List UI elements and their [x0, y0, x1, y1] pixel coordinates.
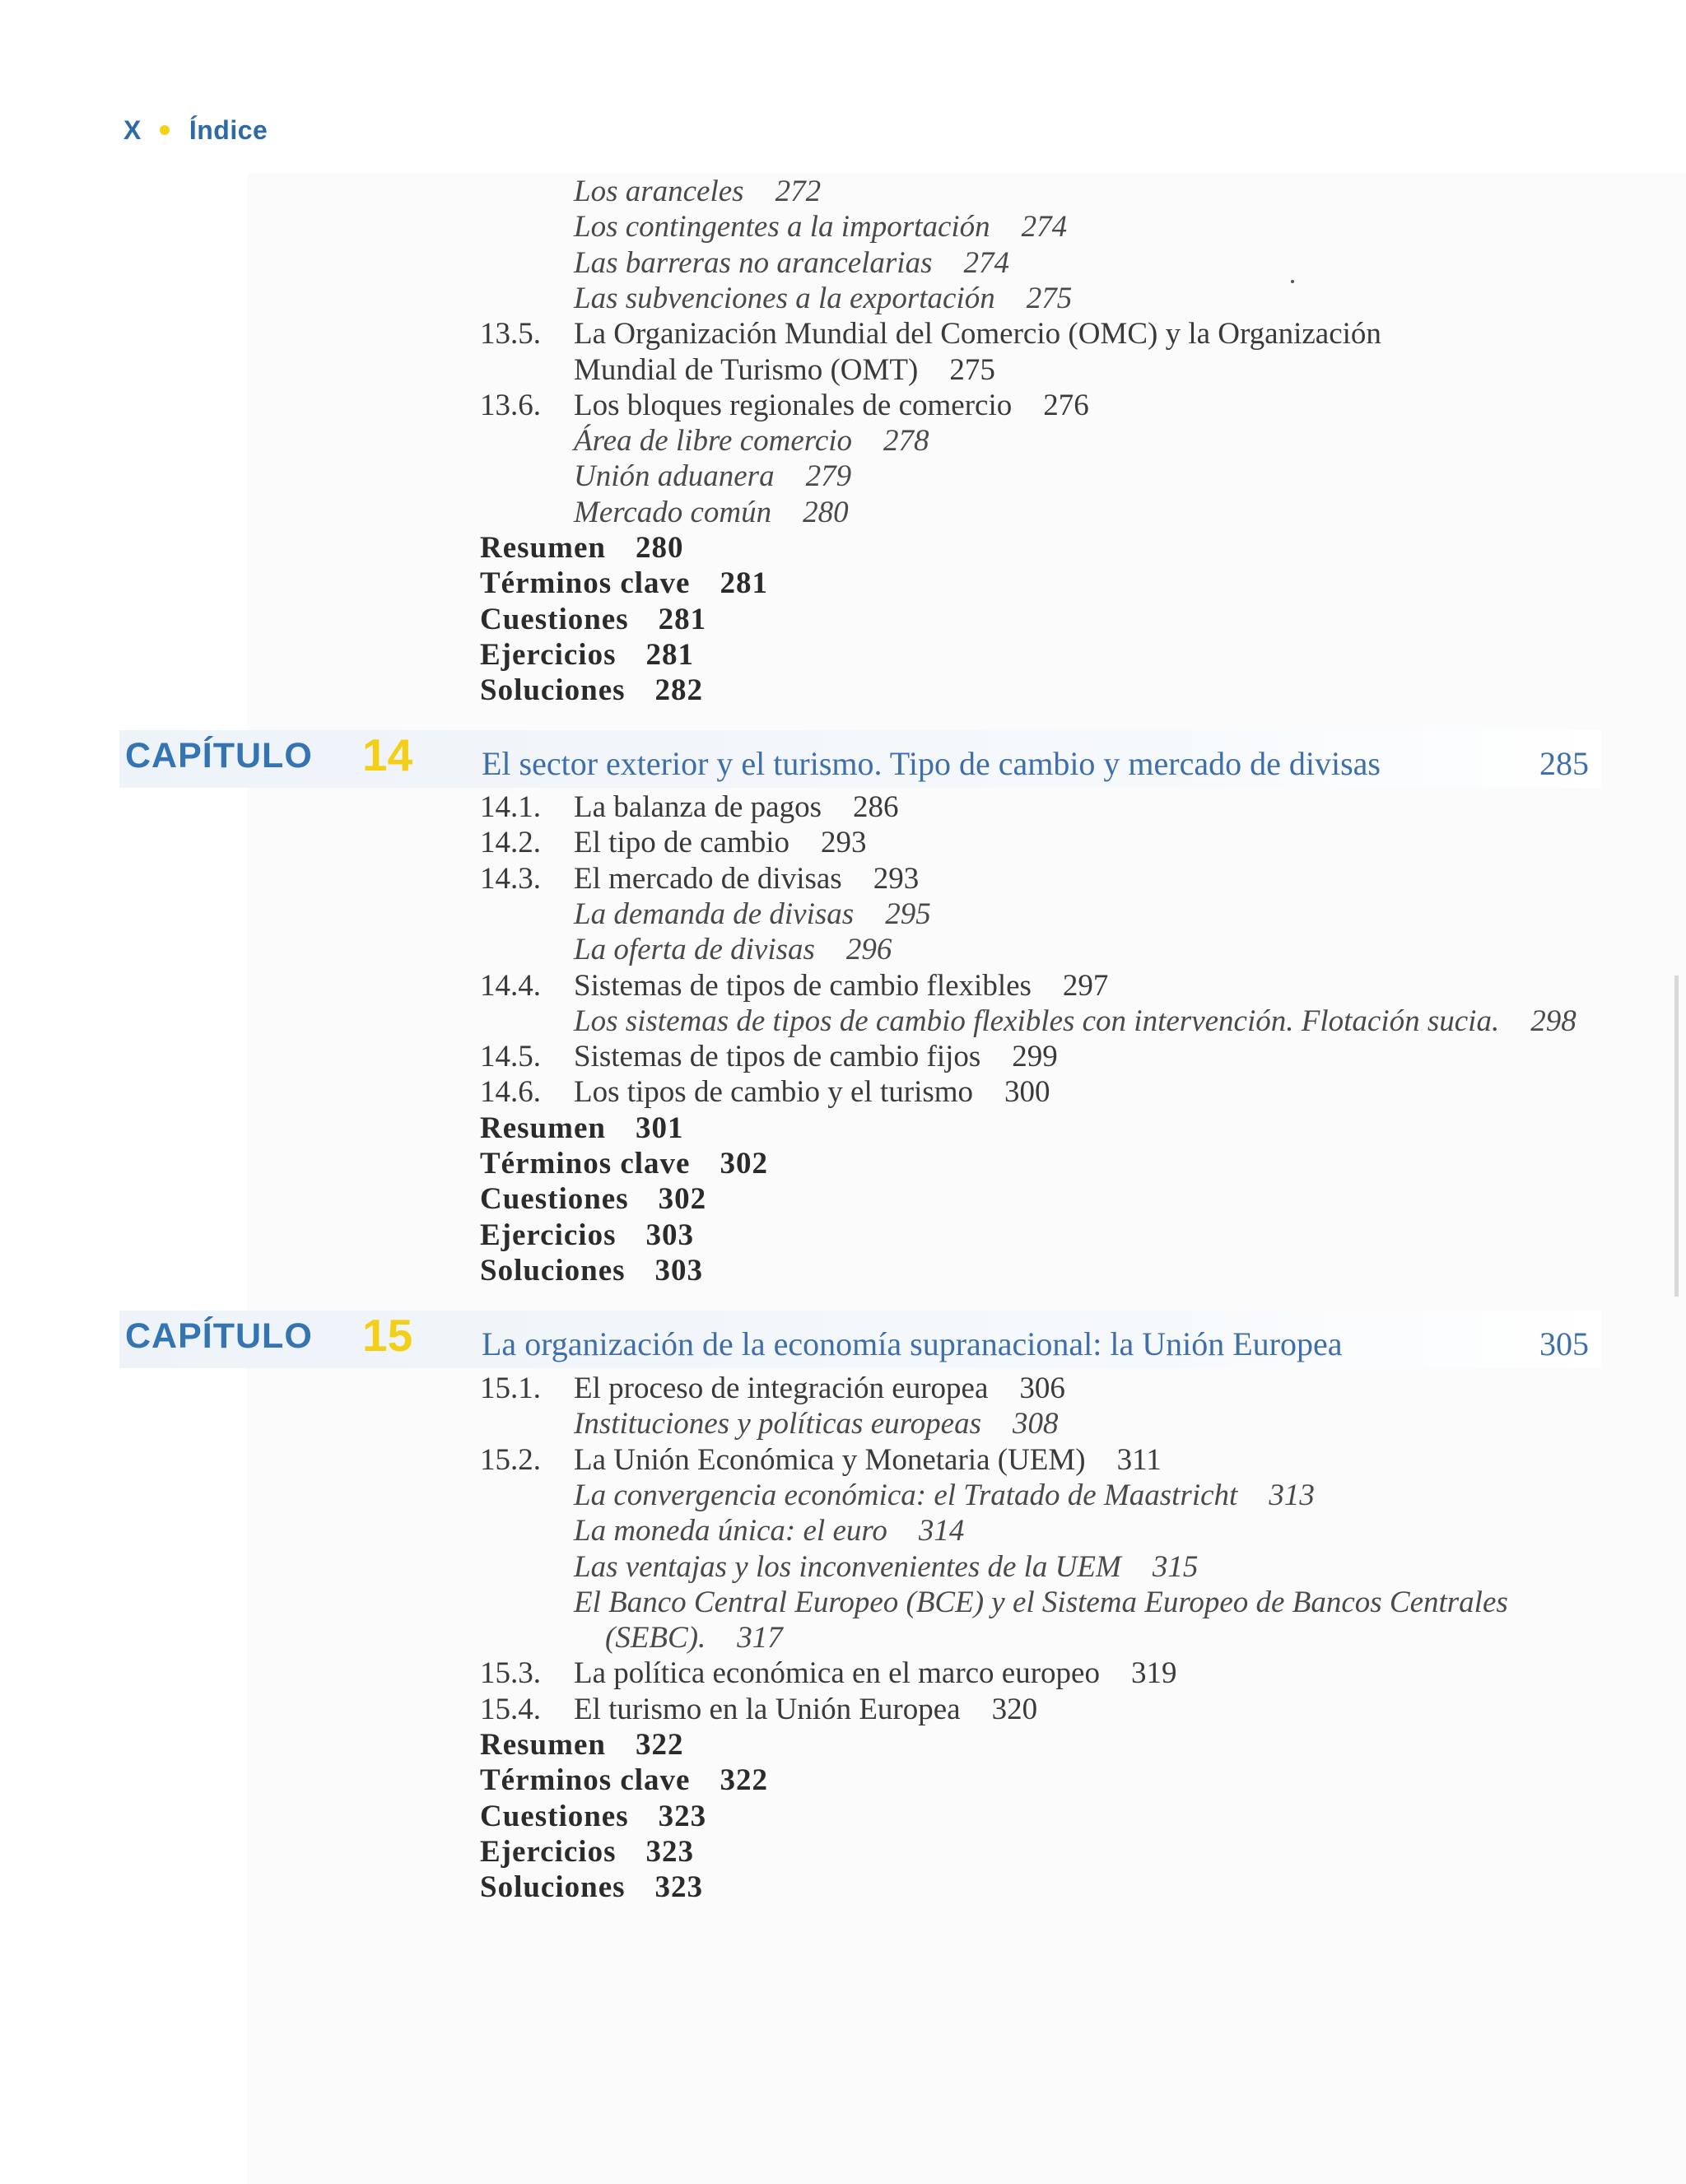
entry-title: El Banco Central Europeo (BCE) y el Sistema Europeo de Bancos Centrales — [574, 1585, 1508, 1619]
entry-title: Ejercicios — [480, 637, 617, 672]
section-number: 15.3. — [480, 1656, 541, 1691]
section-number: 14.6. — [480, 1075, 541, 1110]
page-ref: 295 — [885, 896, 931, 931]
chapter-14-page: 285 — [1539, 745, 1589, 782]
toc-entry[interactable] — [574, 176, 821, 207]
page-ref: 280 — [635, 531, 684, 565]
entry-title: El proceso de integración europea — [574, 1371, 989, 1405]
page-ref: 278 — [883, 424, 929, 459]
toc-entry[interactable] — [480, 1040, 1058, 1074]
toc-entry[interactable] — [480, 388, 1089, 422]
entry-title: La balanza de pagos — [574, 790, 822, 824]
toc-entry[interactable] — [574, 1409, 1058, 1439]
toc-entry[interactable] — [480, 1182, 707, 1217]
page-ref: 313 — [1269, 1478, 1315, 1512]
toc-entry[interactable] — [480, 673, 704, 708]
toc-entry[interactable] — [574, 459, 852, 494]
section-number: 14.4. — [480, 968, 541, 1003]
entry-title: Mercado común — [574, 495, 772, 529]
entry-title: Mundial de Turismo (OMT) — [574, 352, 919, 387]
entry-title: La oferta de divisas — [574, 933, 815, 967]
page-ref: 299 — [1012, 1040, 1058, 1074]
chapter-14-label: CAPÍTULO — [125, 736, 313, 775]
toc-entry[interactable] — [574, 283, 1072, 314]
entry-title: Instituciones y políticas europeas — [574, 1407, 981, 1441]
page-ref: 275 — [1026, 281, 1073, 315]
entry-title: Los sistemas de tipos de cambio flexibles con intervención. Flotación sucia. — [574, 1004, 1500, 1038]
page-ref: 274 — [1021, 210, 1068, 244]
page-ref: 323 — [658, 1799, 707, 1833]
entry-title: El turismo en la Unión Europea — [574, 1692, 961, 1726]
page-ref: 308 — [1012, 1407, 1059, 1441]
entry-title: La convergencia económica: el Tratado de Maastricht — [574, 1478, 1238, 1512]
scroll-edge-mark — [1674, 976, 1679, 1297]
entry-title: Resumen — [480, 1111, 606, 1145]
toc-entry[interactable] — [480, 317, 1381, 352]
toc-entry[interactable] — [574, 212, 1067, 242]
section-number: 15.1. — [480, 1371, 541, 1405]
entry-title: Soluciones — [480, 1870, 626, 1905]
entry-title: Sistemas de tipos de cambio flexibles — [574, 968, 1032, 1003]
toc-entry[interactable] — [574, 1006, 1577, 1036]
entry-title: Área de libre comercio — [574, 424, 853, 459]
entry-title: Los tipos de cambio y el turismo — [574, 1075, 974, 1110]
page-ref: 281 — [645, 637, 694, 672]
page-ref: 317 — [737, 1621, 783, 1655]
chapter-15-page: 305 — [1539, 1325, 1589, 1362]
toc-entry[interactable] — [480, 790, 899, 824]
entry-title: Unión aduanera — [574, 459, 775, 494]
entry-title: Los aranceles — [574, 175, 744, 208]
entry-title: La Unión Económica y Monetaria (UEM) — [574, 1442, 1086, 1477]
page-ref: 286 — [853, 790, 899, 824]
page-ref: 293 — [821, 826, 867, 860]
entry-title: Cuestiones — [480, 1182, 629, 1217]
toc-entry[interactable] — [605, 1623, 783, 1653]
section-number: 14.3. — [480, 861, 541, 896]
toc-entry[interactable] — [574, 896, 931, 931]
page-ref: 276 — [1043, 388, 1089, 422]
toc-entry[interactable] — [480, 566, 768, 601]
toc-entry[interactable] — [574, 245, 1009, 280]
page-ref: 272 — [775, 175, 822, 208]
entry-title: Cuestiones — [480, 602, 629, 636]
toc-entry[interactable] — [480, 1075, 1050, 1110]
entry-title: La moneda única: el euro — [574, 1514, 887, 1548]
section-number: 15.4. — [480, 1692, 541, 1726]
page-ref: 282 — [654, 673, 704, 708]
page-ref: 297 — [1062, 968, 1109, 1003]
toc-entry[interactable] — [480, 1870, 704, 1905]
page-ref: 322 — [635, 1728, 684, 1762]
toc-entry[interactable] — [480, 1763, 768, 1798]
entry-title: La Organización Mundial del Comercio (OMC) y la Organización — [574, 317, 1381, 352]
toc-entry[interactable] — [480, 861, 920, 896]
toc-entry[interactable] — [480, 1371, 1065, 1405]
page-ref: 322 — [720, 1763, 768, 1798]
section-number: 14.1. — [480, 790, 541, 824]
entry-title: Resumen — [480, 531, 606, 565]
toc-entry[interactable] — [480, 1148, 768, 1179]
section-number: 14.5. — [480, 1040, 541, 1074]
toc-entry[interactable] — [480, 1801, 706, 1832]
page-ref: 323 — [654, 1870, 704, 1905]
entry-title: Términos clave — [480, 566, 691, 601]
entry-title: Las barreras no arancelarias — [574, 245, 933, 280]
entry-title: La demanda de divisas — [574, 896, 855, 931]
toc-entry[interactable] — [480, 1255, 703, 1286]
page-ref: 303 — [654, 1253, 704, 1288]
entry-title: Resumen — [480, 1728, 606, 1762]
page-ref: 311 — [1116, 1442, 1162, 1477]
toc-entry[interactable] — [574, 352, 995, 387]
entry-title: El mercado de divisas — [574, 861, 842, 896]
toc-entry[interactable] — [480, 1656, 1177, 1691]
toc-entry[interactable] — [480, 968, 1109, 1003]
page-ref: 319 — [1130, 1656, 1177, 1691]
page-ref: 274 — [963, 245, 1009, 280]
entry-title: Los contingentes a la importación — [574, 210, 990, 244]
toc-entry[interactable] — [480, 604, 706, 635]
page-ref: 314 — [918, 1514, 965, 1548]
page-ref: 279 — [805, 459, 852, 494]
toc-entry[interactable] — [480, 533, 683, 563]
page-ref: 281 — [658, 602, 707, 636]
page-ref: 302 — [720, 1147, 768, 1180]
page-ref: 280 — [803, 495, 849, 529]
toc-entry[interactable] — [480, 1692, 1038, 1726]
print-speck — [1291, 280, 1294, 283]
entry-title: Las subvenciones a la exportación — [574, 281, 995, 315]
chapter-15-number: 15 — [362, 1310, 413, 1361]
page-ref: 293 — [873, 861, 920, 896]
toc-entry[interactable] — [574, 1480, 1315, 1511]
toc-entry[interactable] — [574, 1549, 1199, 1584]
entry-title: Ejercicios — [480, 1834, 617, 1869]
entry-title: Cuestiones — [480, 1799, 629, 1833]
entry-title: Sistemas de tipos de cambio fijos — [574, 1040, 981, 1074]
chapter-14-number: 14 — [362, 729, 413, 780]
toc-entry[interactable] — [480, 637, 694, 672]
toc-entry[interactable] — [480, 1442, 1162, 1477]
section-number: 13.5. — [480, 317, 541, 352]
entry-title: Términos clave — [480, 1763, 691, 1798]
page-ref: 320 — [991, 1692, 1038, 1726]
section-number: 14.2. — [480, 826, 541, 860]
entry-title: Términos clave — [480, 1147, 691, 1180]
toc-entry[interactable] — [480, 1113, 683, 1143]
page-ref: 281 — [720, 566, 768, 601]
chapter-14-title[interactable]: El sector exterior y el turismo. Tipo de cambio y mercado de divisas — [482, 745, 1381, 782]
entry-title: Soluciones — [480, 673, 626, 708]
entry-title: Soluciones — [480, 1253, 626, 1288]
toc-entry[interactable] — [574, 1587, 1508, 1618]
page-ref: 301 — [635, 1111, 684, 1145]
toc-entry[interactable] — [574, 497, 849, 528]
page-ref: 323 — [645, 1834, 694, 1869]
toc-entry[interactable] — [574, 424, 929, 459]
page-ref: 300 — [1004, 1075, 1050, 1110]
page-ref: 315 — [1152, 1549, 1199, 1584]
entry-title: (SEBC). — [605, 1621, 706, 1655]
entry-title: Ejercicios — [480, 1218, 617, 1252]
chapter-15-title[interactable]: La organización de la economía supranacional: la Unión Europea — [482, 1325, 1343, 1362]
toc-entry[interactable] — [574, 1516, 964, 1546]
toc-entry[interactable] — [480, 1834, 694, 1869]
entry-title: Los bloques regionales de comercio — [574, 388, 1013, 422]
page-ref: 306 — [1019, 1371, 1065, 1405]
header-section: Índice — [189, 114, 268, 145]
chapter-15-label: CAPÍTULO — [125, 1316, 313, 1356]
toc-entry[interactable] — [480, 826, 867, 860]
page-number: X — [123, 114, 142, 145]
entry-title: La política económica en el marco europeo — [574, 1656, 1100, 1691]
section-number: 15.2. — [480, 1442, 541, 1477]
entry-title: El tipo de cambio — [574, 826, 790, 860]
page-ref: 302 — [658, 1182, 707, 1217]
toc-entry[interactable] — [574, 934, 892, 965]
page-ref: 303 — [645, 1218, 694, 1252]
toc-entry[interactable] — [480, 1220, 694, 1250]
page-ref: 275 — [949, 352, 995, 387]
section-number: 13.6. — [480, 388, 541, 422]
toc-entry[interactable] — [480, 1730, 683, 1760]
page-ref: 298 — [1530, 1004, 1577, 1038]
entry-title: Las ventajas y los inconvenientes de la UEM — [574, 1549, 1121, 1584]
page-ref: 296 — [845, 933, 892, 967]
